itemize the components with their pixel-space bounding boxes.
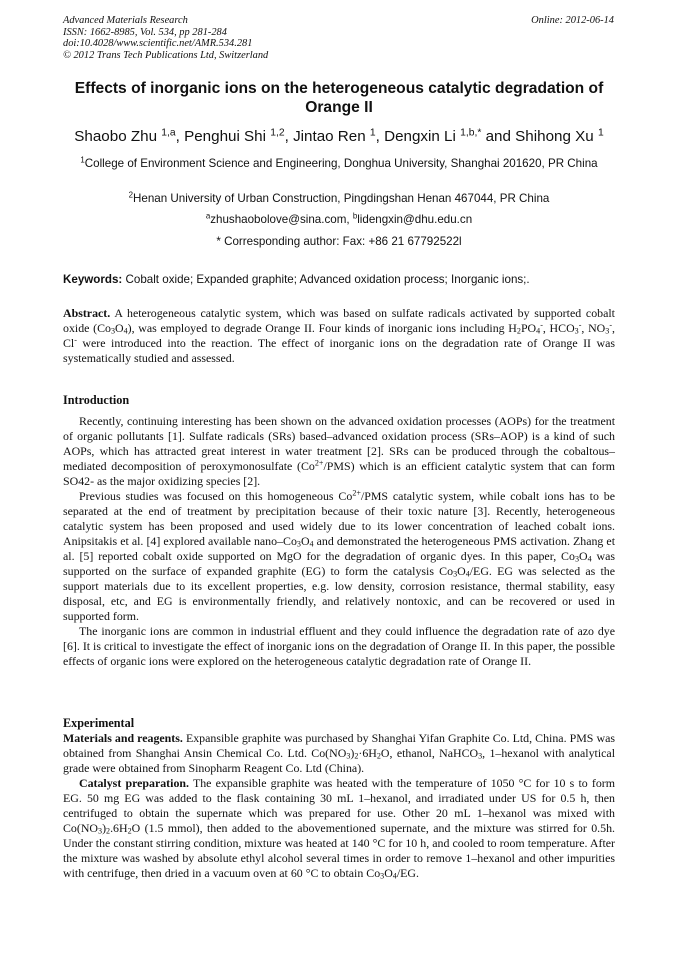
doi-line: doi:10.4028/www.scientific.net/AMR.534.281 <box>63 38 253 50</box>
abstract-text: PO <box>520 321 537 335</box>
email-address: zhushaobolove@sina.com, <box>210 213 350 226</box>
author-superscript: 1 <box>597 127 604 139</box>
subscript: 2 <box>516 326 521 336</box>
subscript: 3 <box>110 326 115 336</box>
paragraph-text: /EG. <box>396 866 419 880</box>
paragraph: The inorganic ions are common in industrial effluent and they could influence the degradation rate of azo dye [6]. It is critical to investigate the effect of inorganic ions on the degradation of Orange II. In this paper, the possible effects of organic ions were explored on the heterogeneous catalytic degradation rate of Orange II. <box>63 624 615 668</box>
paragraph-text: O <box>457 564 466 578</box>
subscript: 2 <box>376 751 381 761</box>
superscript: - <box>540 320 543 330</box>
author-conjunction: and <box>485 128 511 145</box>
abstract-text: were introduced into the reaction. The effect of inorganic ions on the degradation rate of Orange II was systematically studied and assessed. <box>63 336 615 365</box>
paragraph <box>63 731 615 776</box>
subscript: 4 <box>536 326 541 336</box>
abstract-text: A heterogeneous catalytic system, which was based on sulfate radicals activated by supported cobalt oxide (Co <box>63 306 615 335</box>
subscript: 3 <box>380 871 385 881</box>
subscript: 3 <box>605 326 610 336</box>
keywords <box>63 273 615 288</box>
subscript: 3 <box>478 751 483 761</box>
author-superscript: 1,a <box>161 127 176 139</box>
section-heading-introduction: Introduction <box>63 393 130 407</box>
subscript: 4 <box>392 871 397 881</box>
paragraph-lead: Catalyst preparation. <box>79 776 189 790</box>
author-name: Jintao Ren <box>293 128 366 145</box>
paragraph-text: and demonstrated the heterogeneous PMS activation. Zhang et al. [5] reported cobalt oxide supported on MgO for the degradation of organic dyes. In this paper, Co <box>63 534 616 563</box>
paragraph-text: ·6H <box>358 746 377 760</box>
journal-header <box>63 15 268 61</box>
author-superscript: 1,b,* <box>460 127 482 139</box>
subscript: 3 <box>296 539 301 549</box>
paragraph-text: O <box>578 549 588 563</box>
copyright-line: © 2012 Trans Tech Publications Ltd, Switzerland <box>63 49 269 61</box>
paragraph-text: .6H <box>110 821 128 835</box>
subscript: 3 <box>453 569 458 579</box>
abstract-text: , NO <box>581 321 606 335</box>
superscript: - <box>578 320 582 330</box>
affiliation-text: Henan University of Urban Construction, Pingdingshan Henan 467044, PR China <box>133 192 550 205</box>
subscript: 3 <box>574 554 579 564</box>
subscript: 4 <box>309 539 314 549</box>
paragraph <box>63 776 615 881</box>
subscript: 4 <box>465 569 470 579</box>
subscript: 3 <box>346 751 351 761</box>
journal-name: Advanced Materials Research <box>63 15 188 26</box>
abstract-label: Abstract. <box>63 306 111 320</box>
superscript: 2+ <box>314 458 324 468</box>
subscript: 2 <box>106 826 111 836</box>
affiliation-2 <box>60 192 618 207</box>
paragraph-text: Previous studies was focused on this homogeneous Co <box>79 489 353 503</box>
author-name: Dengxin Li <box>384 128 456 145</box>
superscript: - <box>609 320 613 330</box>
paragraph-text: O <box>384 866 393 880</box>
email-marker: a <box>205 211 211 221</box>
online-date: Online: 2012-06-14 <box>531 15 614 26</box>
affiliation-text: College of Environment Science and Engineering, Donghua University, Shanghai 201620, PR China <box>84 157 598 170</box>
subscript: 3 <box>98 826 103 836</box>
abstract-text: ), was employed to degrade Orange II. Four kinds of inorganic ions including H <box>127 321 517 335</box>
paragraph <box>63 489 615 624</box>
paragraph-text: /PMS catalytic system, while cobalt ions has to be separated at the end of treatment by precipitation because of their toxic nature [3]. Recently, heterogeneous catalytic system has been proposed and used widely due to its lower concentration of leached cobalt ions. Anipsitakis et al. [4] explored available nano–Co <box>63 489 615 548</box>
abstract-text: , Cl <box>63 321 615 350</box>
author-name: Shihong Xu <box>515 128 594 145</box>
paragraph-text: The expansible graphite was heated with the temperature of 1050 °C for 10 s to form EG. 50 mg EG was added to the flask containing 30 mL 1–hexanol, and irradiated under US for 0.5 h, then centrifuged to obtain the supernate which was prepared for use. Other 20 mL 1–hexanol was mixed with Co(NO <box>63 776 615 835</box>
issn-line: ISSN: 1662-8985, Vol. 534, pp 281-284 <box>63 26 227 38</box>
paragraph-text: was supported on the surface of expanded graphite (EG) to form the catalysis Co <box>63 549 616 578</box>
paragraph-lead: Materials and reagents. <box>63 731 183 745</box>
subscript: 4 <box>587 554 592 564</box>
keywords-text: Cobalt oxide; Expanded graphite; Advanced oxidation process; Inorganic ions;. <box>125 273 530 286</box>
author-list: Shaobo Zhu $^{1,a}$, Penghui Shi $^{1,2}$, Jintao Ren $^1$, Dengxin Li $^{1,b,*}$ and Shihong Xu $^1$ <box>74 127 604 145</box>
affiliation-number: 1 <box>80 155 85 165</box>
author-name: Shaobo Zhu <box>74 128 158 145</box>
superscript: - <box>74 335 77 345</box>
keywords-label: Keywords: <box>63 273 123 286</box>
superscript: 2+ <box>352 488 361 498</box>
section-heading-experimental: Experimental <box>63 716 135 730</box>
subscript: 2 <box>127 826 132 836</box>
paragraph-text: O <box>300 534 310 548</box>
abstract-text: , HCO <box>542 321 575 335</box>
paragraph-text: ) <box>102 821 107 835</box>
subscript: 3 <box>574 326 579 336</box>
paragraph-text: ) <box>350 746 355 760</box>
paragraph-text: /EG. EG was selected as the support materials due to its excellent properties, e.g. low density, corrosion resistance, thermal stability, easy disposal, etc, and EG is environmentally friendly, and relatively nontoxic, and can be recovered or used in supported form. <box>63 564 615 623</box>
author-name: Penghui Shi <box>184 128 267 145</box>
affiliation-number: 2 <box>128 190 134 200</box>
paragraph-text: /PMS) which is an efficient catalytic system that can form SO42- as the major oxidizing species [2]. <box>63 459 615 488</box>
abstract <box>63 306 615 366</box>
email-marker: b <box>352 211 358 221</box>
experimental-body <box>63 731 615 881</box>
paragraph-text: Recently, continuing interesting has been shown on the advanced oxidation processes (AOPs) for the treatment of organic pollutants [1]. Sulfate radicals (SRs) based–advanced oxidation process (SRs–AOP) is a kind of such AOPs, which has attracted great interest in water treatment [2]. SRs can be produced through the cobaltous–mediated decomposition of peroxymonosulfate (Co <box>63 414 615 473</box>
paragraph-text: O (1.5 mmol), then added to the abovementioned supernate, and the mixture was stirred for 0.5h. Under the constant stirring condition, mixture was heated at 140 °C for 10 h, and cooled to room temperature. After the mixture was washed by absolute ethyl alcohol several times in order to remove 1–hexanol and other impurities with centrifuge, then dried in a vacuum oven at 60 °C to obtain Co <box>63 821 615 880</box>
paragraph-text: O, ethanol, NaHCO <box>380 746 479 760</box>
author-superscript: 1 <box>369 127 376 139</box>
paper-title: Effects of inorganic ions on the heterogeneous catalytic degradation of Orange II <box>74 80 604 116</box>
subscript: 4 <box>123 326 128 336</box>
subscript: 2 <box>354 751 359 761</box>
corresponding-author: * Corresponding author: Fax: +86 21 67792522l <box>216 235 462 248</box>
author-superscript: 1,2 <box>270 127 285 139</box>
paragraph-text: Expansible graphite was purchased by Shanghai Yifan Graphite Co. Ltd, China. PMS was obtained from Shanghai Ansin Chemical Co. Ltd. Co(NO <box>63 731 615 760</box>
paragraph-text: , 1–hexanol with analytical grade were obtained from Sinopharm Reagent Co. Ltd (China). <box>63 746 615 775</box>
abstract-text: O <box>115 321 124 335</box>
introduction-body <box>63 414 615 669</box>
author-emails <box>60 213 618 228</box>
paragraph <box>63 414 615 489</box>
affiliation-1 <box>60 157 618 172</box>
email-address: lidengxin@dhu.edu.cn <box>357 213 473 226</box>
